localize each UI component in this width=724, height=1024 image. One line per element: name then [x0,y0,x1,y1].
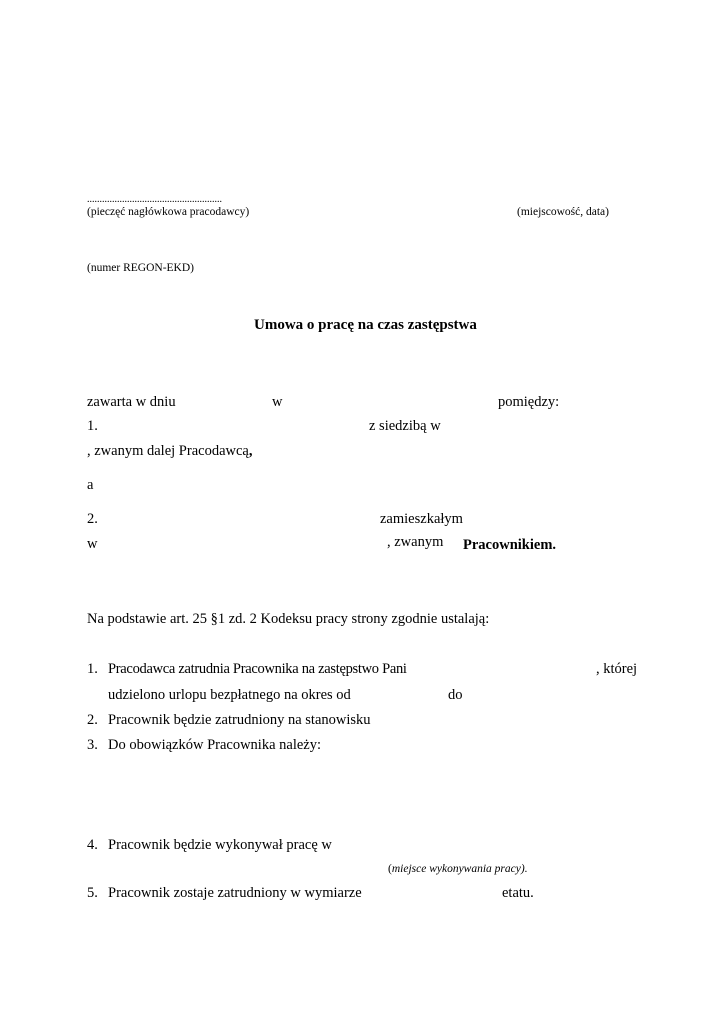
work-place-note [388,863,528,875]
party-1-employer-label [87,443,252,460]
work-place-note-open: ( [388,863,392,875]
regon-label: (numer REGON-EKD) [87,262,194,274]
document-title: Umowa o pracę na czas zastępstwa [254,317,477,333]
clause-3-text: Do obowiązków Pracownika należy: [108,737,322,753]
work-place-note-text: miejsce wykonywania pracy). [391,863,528,875]
place-in-label: w [272,394,283,410]
place-date-label: (miejscowość, data) [517,206,609,218]
employer-comma: , [248,443,253,459]
clause-2-text: Pracownik będzie zatrudniony na stanowisku [108,712,371,728]
employer-text: , zwanym dalej Pracodawcą [87,443,249,459]
clause-4-number: 4. [87,837,98,853]
party-2-in-label: w [87,536,98,552]
party-1-seat-label: z siedzibą w [369,418,441,434]
clause-1-text: Pracodawca zatrudnia Pracownika na zastępstwo Pani [108,661,407,677]
clause-1-to: do [448,687,463,703]
and-label: a [87,477,94,493]
party-2-employee-label: Pracownikiem. [463,537,557,553]
party-1-number: 1. [87,418,98,434]
concluded-on-label: zawarta w dniu [87,394,176,410]
clause-5-end: etatu. [502,885,534,901]
party-2-residing-label: zamieszkałym [380,511,463,527]
clause-2-number: 2. [87,712,98,728]
clause-1-line-2: udzielono urlopu bezpłatnego na okres od [108,687,351,703]
party-2-number: 2. [87,511,98,527]
clause-1-number: 1. [87,661,98,677]
legal-basis-text: Na podstawie art. 25 §1 zd. 2 Kodeksu pracy strony zgodnie ustalają: [87,611,490,627]
clause-5-number: 5. [87,885,98,901]
between-label: pomiędzy: [498,394,560,410]
clause-5-text: Pracownik zostaje zatrudniony w wymiarze [108,885,362,901]
stamp-dotted-line: ...................................................... [87,194,222,205]
employer-stamp-label: (pieczęć nagłówkowa pracodawcy) [87,206,250,218]
clause-4-text: Pracownik będzie wykonywał pracę w [108,837,332,853]
clause-3-number: 3. [87,737,98,753]
party-2-called-label: , zwanym [387,534,444,550]
clause-1-which: , której [596,661,638,677]
